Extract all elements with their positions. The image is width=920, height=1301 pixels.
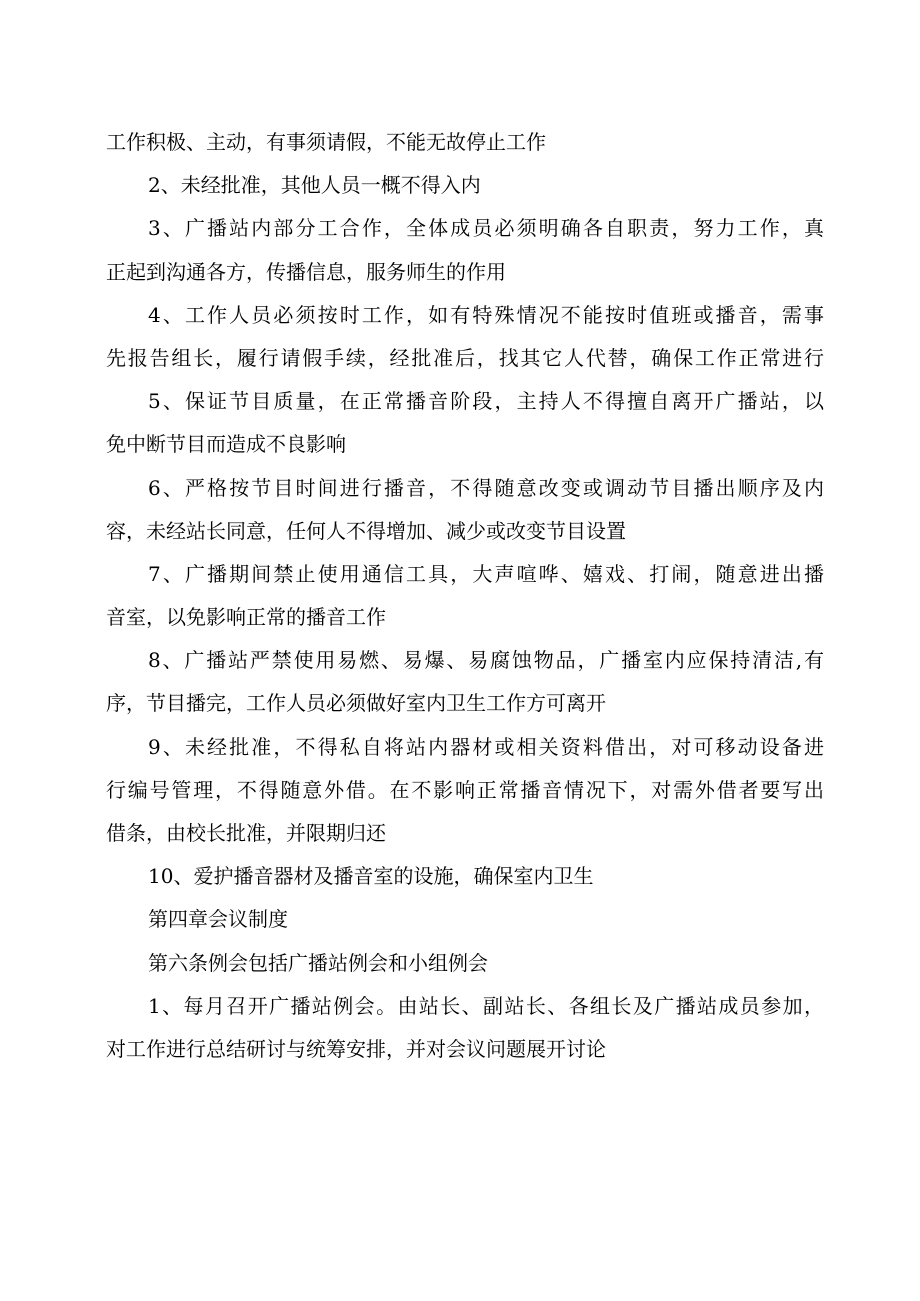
- paragraph-line: 3、广播站内部分工合作，全体成员必须明确各自职责，努力工作，真: [148, 216, 824, 241]
- paragraph-line: 6、严格按节目时间进行播音，不得随意改变或调动节目播出顺序及内: [148, 475, 824, 500]
- paragraph-line: 7、广播期间禁止使用通信工具，大声喧哗、嬉戏、打闹，随意进出播: [148, 561, 824, 586]
- paragraph-line: 2、未经批准，其他人员一概不得入内: [148, 173, 481, 198]
- article-heading: 第六条例会包括广播站例会和小组例会: [148, 950, 488, 975]
- paragraph-line: 先报告组长，履行请假手续，经批准后，找其它人代替，确保工作正常进行: [106, 345, 824, 370]
- paragraph-line: 对工作进行总结研讨与统筹安排，并对会议问题展开讨论: [106, 1036, 606, 1061]
- document-body: [106, 121, 824, 1071]
- paragraph-line: 1、每月召开广播站例会。由站长、副站长、各组长及广播站成员参加，: [148, 993, 824, 1018]
- paragraph-line: 10、爱护播音器材及播音室的设施，确保室内卫生: [148, 864, 594, 889]
- paragraph-line: 借条，由校长批准，并限期归还: [106, 821, 386, 845]
- paragraph-line: 免中断节目而造成不良影响: [106, 432, 346, 457]
- paragraph-line: 行编号管理，不得随意外借。在不影响正常播音情况下，对需外借者要写出: [106, 777, 824, 802]
- chapter-heading: 第四章会议制度: [148, 907, 288, 932]
- paragraph-line: 工作积极、主动，有事须请假，不能无故停止工作: [106, 130, 546, 154]
- paragraph-line: 音室，以免影响正常的播音工作: [106, 605, 386, 630]
- paragraph-line: 9、未经批准，不得私自将站内器材或相关资料借出，对可移动设备进: [148, 734, 824, 759]
- paragraph-line: 容，未经站长同意，任何人不得增加、减少或改变节目设置: [106, 518, 626, 543]
- paragraph-line: 5、保证节目质量，在正常播音阶段，主持人不得擅自离开广播站，以: [148, 389, 824, 414]
- paragraph-line: 正起到沟通各方，传播信息，服务师生的作用: [106, 259, 506, 284]
- paragraph-line: 8、广播站严禁使用易燃、易爆、易腐蚀物品，广播室内应保持清洁,有: [148, 648, 824, 673]
- paragraph-line: 序，节目播完，工作人员必须做好室内卫生工作方可离开: [106, 691, 606, 716]
- paragraph-line: 4、工作人员必须按时工作，如有特殊情况不能按时值班或播音，需事: [148, 302, 824, 327]
